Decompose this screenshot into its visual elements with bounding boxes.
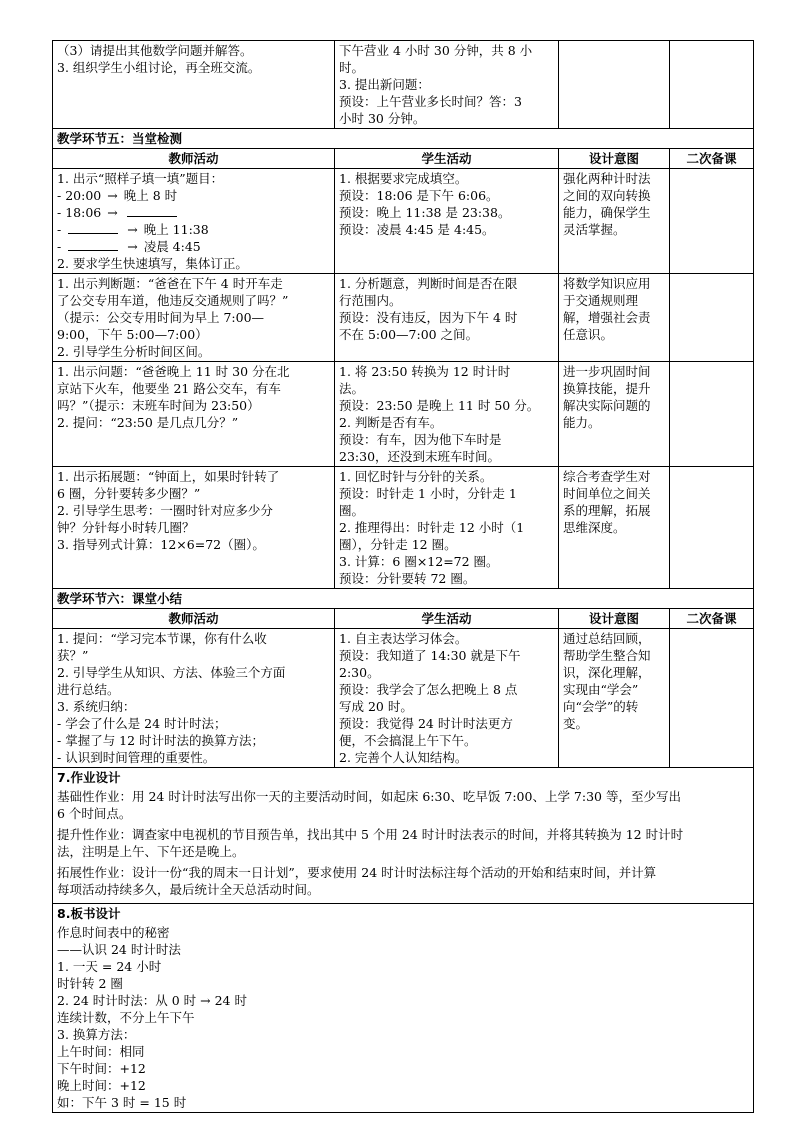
text-line: - 认识到时间管理的重要性。 <box>57 750 216 765</box>
text-line: 通过总结回顾， <box>563 631 651 646</box>
text-line: 23:30，还没到末班车时间。 <box>339 449 501 464</box>
text-line: 预设：分针要转 72 圈。 <box>339 571 476 586</box>
text-line: 帮助学生整合知 <box>563 648 651 663</box>
student-activity-cell <box>335 169 559 274</box>
text-line: 3. 系统归纳： <box>57 699 136 714</box>
text-line: 提升性作业：调查家中电视机的节目预告单，找出其中 5 个用 24 时计时法表示的时间，并将其转换为 12 时计时 <box>57 827 684 842</box>
board-line: 如：下午 3 时 = 15 时 <box>57 1095 187 1110</box>
text-line: 预设：凌晨 4:45 是 4:45。 <box>339 222 495 237</box>
teacher-activity-cell <box>53 169 335 274</box>
dash: - <box>57 239 66 254</box>
text-line: 向“会学”的转 <box>563 699 639 714</box>
arrow-right-icon: → <box>107 205 118 220</box>
activity-row <box>53 274 754 362</box>
text-line: 圈。 <box>339 503 365 518</box>
design-intent-cell <box>559 274 670 362</box>
text-line: 便，不会搞混上午下午。 <box>339 733 477 748</box>
text-line: 2. 提问：“23:50 是几点几分？” <box>57 415 239 430</box>
text-line: 法。 <box>339 381 365 396</box>
text-line: （提示：公交专用时间为早上 7:00— <box>57 310 265 325</box>
board-line: 连续计数，不分上午下午 <box>57 1010 195 1025</box>
column-header-second-prep: 二次备课 <box>670 609 754 629</box>
text-line: 2. 引导学生思考：一圈时针对应多少分 <box>57 503 273 518</box>
text-line: 变。 <box>563 716 589 731</box>
text-line: 时。 <box>339 60 365 75</box>
text-line: 1. 提问：“学习完本节课，你有什么收 <box>57 631 267 646</box>
text-line: 6 个时间点。 <box>57 806 132 821</box>
text-line: 能力。 <box>563 415 601 430</box>
homework-row <box>53 768 754 904</box>
fill-right: 晚上 11:38 <box>143 222 209 237</box>
text-line: 2. 引导学生分析时间区间。 <box>57 344 211 359</box>
board-line: ——认识 24 时计时法 <box>57 942 181 957</box>
text-line: 解决实际问题的 <box>563 398 651 413</box>
continuation-row <box>53 41 754 129</box>
text-line: 1. 出示“照样子填一填”题目： <box>57 171 224 186</box>
homework-item <box>57 826 749 860</box>
text-line: 下午营业 4 小时 30 分钟，共 8 小 <box>339 43 533 58</box>
design-intent-cell <box>559 169 670 274</box>
design-intent-cell <box>559 629 670 768</box>
student-activity-cell <box>335 41 559 129</box>
text-line: 预设：18:06 是下午 6:06。 <box>339 188 499 203</box>
activity-row <box>53 362 754 467</box>
text-line: 2. 完善个人认知结构。 <box>339 750 468 765</box>
text-line: 换算技能，提升 <box>563 381 651 396</box>
second-prep-cell <box>670 41 754 129</box>
text-line: 写成 20 时。 <box>339 699 413 714</box>
text-line: 行范围内。 <box>339 293 402 308</box>
text-line: 获？” <box>57 648 89 663</box>
text-line: 于交通规则理 <box>563 293 639 308</box>
fill-left: 20:00 <box>65 188 102 203</box>
text-line: 预设：我知道了 14:30 就是下午 <box>339 648 521 663</box>
text-line: 预设：没有违反，因为下午 4 时 <box>339 310 518 325</box>
section-six-title-row <box>53 589 754 609</box>
section-title: 教学环节六：课堂小结 <box>53 589 754 609</box>
text-line: 思维深度。 <box>563 520 626 535</box>
board-design-cell <box>53 904 754 1113</box>
text-line: 2. 推理得出：时针走 12 小时（1 <box>339 520 525 535</box>
text-line: 1. 回忆时针与分针的关系。 <box>339 469 493 484</box>
teacher-activity-cell <box>53 629 335 768</box>
text-line: 时间单位之间关 <box>563 486 651 501</box>
text-line: 法，注明是上午、下午还是晚上。 <box>57 844 245 859</box>
lesson-plan-table <box>52 40 754 1113</box>
text-line: （3）请提出其他数学问题并解答。 <box>57 43 253 58</box>
text-line: 基础性作业：用 24 时计时法写出你一天的主要活动时间，如起床 6:30、吃早饭 7:00、上学 7:30 等，至少写出 <box>57 789 681 804</box>
text-line: 之间的双向转换 <box>563 188 651 203</box>
fill-blank <box>68 222 118 234</box>
text-line: 预设：时针走 1 小时，分针走 1 <box>339 486 517 501</box>
text-line: 2. 判断是否有车。 <box>339 415 443 430</box>
text-line: 进行总结。 <box>57 682 120 697</box>
text-line: 京站下火车，他要坐 21 路公交车，有车 <box>57 381 281 396</box>
homework-title: 7.作业设计 <box>57 770 121 785</box>
student-activity-cell <box>335 629 559 768</box>
column-header-row <box>53 609 754 629</box>
fill-right: 晚上 8 时 <box>123 188 178 203</box>
teacher-activity-cell <box>53 467 335 589</box>
column-header-teacher: 教师活动 <box>53 609 335 629</box>
text-line: 每项活动持续多久，最后统计全天总活动时间。 <box>57 882 320 897</box>
text-line: 系的理解，拓展 <box>563 503 651 518</box>
text-line: 灵活掌握。 <box>563 222 626 237</box>
text-line: 识，深化理解， <box>563 665 651 680</box>
activity-row <box>53 467 754 589</box>
text-line: - 掌握了与 12 时计时法的换算方法； <box>57 733 265 748</box>
activity-row <box>53 629 754 768</box>
text-line: 小时 30 分钟。 <box>339 111 426 126</box>
board-design-title: 8.板书设计 <box>57 906 121 921</box>
homework-cell <box>53 768 754 904</box>
text-line: 钟？分针每小时转几圈？ <box>57 520 195 535</box>
student-activity-cell <box>335 362 559 467</box>
dash: - <box>57 188 66 203</box>
text-line: 3. 提出新问题： <box>339 77 430 92</box>
board-line: 2. 24 时计时法：从 0 时 → 24 时 <box>57 993 247 1008</box>
design-intent-cell <box>559 467 670 589</box>
text-line: 圈），分针走 12 圈。 <box>339 537 457 552</box>
text-line: 进一步巩固时间 <box>563 364 651 379</box>
board-line: 上午时间：相同 <box>57 1044 145 1059</box>
text-line: - 学会了什么是 24 时计时法； <box>57 716 227 731</box>
board-design-row <box>53 904 754 1113</box>
text-line: 吗？”（提示：末班车时间为 23:50） <box>57 398 260 413</box>
arrow-right-icon: → <box>127 239 138 254</box>
design-intent-cell <box>559 41 670 129</box>
text-line: 预设：晚上 11:38 是 23:38。 <box>339 205 511 220</box>
second-prep-cell <box>670 362 754 467</box>
teacher-activity-cell <box>53 41 335 129</box>
text-line: 1. 出示判断题：“爸爸在下午 4 时开车走 <box>57 276 283 291</box>
fill-left: 18:06 <box>65 205 102 220</box>
board-line: 3. 换算方法： <box>57 1027 136 1042</box>
text-line: 1. 分析题意，判断时间是否在限 <box>339 276 518 291</box>
teacher-activity-cell <box>53 274 335 362</box>
text-line: 1. 根据要求完成填空。 <box>339 171 468 186</box>
text-line: 综合考查学生对 <box>563 469 651 484</box>
student-activity-cell <box>335 274 559 362</box>
text-line: 3. 指导列式计算：12×6=72（圈）。 <box>57 537 265 552</box>
teacher-activity-cell <box>53 362 335 467</box>
homework-item <box>57 864 749 898</box>
column-header-student: 学生活动 <box>335 609 559 629</box>
lesson-plan-page <box>52 40 753 1113</box>
text-line: 3. 计算：6 圈×12=72 圈。 <box>339 554 499 569</box>
design-intent-cell <box>559 362 670 467</box>
fill-blank <box>127 205 177 217</box>
text-line: 1. 出示拓展题：“钟面上，如果时针转了 <box>57 469 280 484</box>
text-line: 1. 将 23:50 转换为 12 时计时 <box>339 364 511 379</box>
text-line: 强化两种计时法 <box>563 171 651 186</box>
dash: - <box>57 205 66 220</box>
column-header-teacher: 教师活动 <box>53 149 335 169</box>
arrow-right-icon: → <box>107 188 118 203</box>
fill-right: 凌晨 4:45 <box>143 239 201 254</box>
text-line: 预设：上午营业多长时间？答：3 <box>339 94 522 109</box>
text-line: 将数学知识应用 <box>563 276 651 291</box>
board-line: 晚上时间：+12 <box>57 1078 146 1093</box>
text-line: 9:00，下午 5:00—7:00） <box>57 327 208 342</box>
text-line: 能力，确保学生 <box>563 205 651 220</box>
text-line: 3. 组织学生小组讨论，再全班交流。 <box>57 60 261 75</box>
text-line: 拓展性作业：设计一份“我的周末一日计划”，要求使用 24 时计时法标注每个活动的开始和结束时间，并计算 <box>57 865 657 880</box>
section-five-title-row <box>53 129 754 149</box>
text-line: 实现由“学会” <box>563 682 639 697</box>
board-line: 作息时间表中的秘密 <box>57 925 170 940</box>
fill-item <box>57 204 330 221</box>
text-line: 2. 引导学生从知识、方法、体验三个方面 <box>57 665 286 680</box>
second-prep-cell <box>670 629 754 768</box>
second-prep-cell <box>670 274 754 362</box>
fill-blank <box>68 239 118 251</box>
column-header-intent: 设计意图 <box>559 149 670 169</box>
text-line: 预设：我学会了怎么把晚上 8 点 <box>339 682 518 697</box>
fill-item <box>57 187 330 204</box>
text-line: 2:30。 <box>339 665 380 680</box>
fill-item <box>57 238 330 255</box>
text-line: 预设：我觉得 24 时计时法更方 <box>339 716 513 731</box>
text-line: 解，增强社会责 <box>563 310 651 325</box>
second-prep-cell <box>670 467 754 589</box>
arrow-right-icon: → <box>127 222 138 237</box>
column-header-student: 学生活动 <box>335 149 559 169</box>
text-line: 预设：有车，因为他下车时是 <box>339 432 502 447</box>
text-line: 不在 5:00—7:00 之间。 <box>339 327 479 342</box>
text-line: 了公交专用车道，他违反交通规则了吗？” <box>57 293 289 308</box>
dash: - <box>57 222 66 237</box>
column-header-intent: 设计意图 <box>559 609 670 629</box>
column-header-second-prep: 二次备课 <box>670 149 754 169</box>
board-line: 1. 一天 = 24 小时 <box>57 959 162 974</box>
text-line: 1. 出示问题：“爸爸晚上 11 时 30 分在北 <box>57 364 290 379</box>
text-line: 1. 自主表达学习体会。 <box>339 631 468 646</box>
homework-item <box>57 788 749 822</box>
student-activity-cell <box>335 467 559 589</box>
activity-row <box>53 169 754 274</box>
text-line: 6 圈，分针要转多少圈？” <box>57 486 201 501</box>
section-title: 教学环节五：当堂检测 <box>53 129 754 149</box>
board-line: 下午时间：+12 <box>57 1061 146 1076</box>
text-line: 任意识。 <box>563 327 614 342</box>
column-header-row <box>53 149 754 169</box>
board-line: 时针转 2 圈 <box>57 976 123 991</box>
fill-item <box>57 221 330 238</box>
second-prep-cell <box>670 169 754 274</box>
text-line: 预设：23:50 是晚上 11 时 50 分。 <box>339 398 540 413</box>
text-line: 2. 要求学生快速填写，集体订正。 <box>57 256 248 271</box>
